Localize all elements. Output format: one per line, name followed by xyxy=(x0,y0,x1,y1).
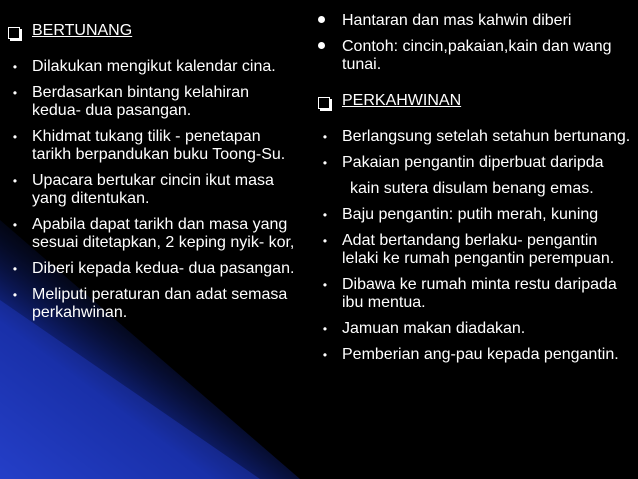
list-item: • Adat bertandang berlaku- pengantin lelaki ke rumah pengantin perempuan. xyxy=(310,232,638,268)
list-item: Contoh: cincin,pakaian,kain dan wang tunai. xyxy=(310,38,638,74)
dot-bullet-icon xyxy=(318,16,325,23)
list-item: • Dilakukan mengikut kalendar cina. xyxy=(0,58,300,76)
list-item: • Diberi kepada kedua- dua pasangan. xyxy=(0,260,300,278)
left-heading-item xyxy=(0,22,300,40)
list-item: • Pemberian ang-pau kepada pengantin. xyxy=(310,346,638,364)
list-item: • Baju pengantin: putih merah, kuning xyxy=(310,206,638,224)
bullet-icon: • xyxy=(12,60,18,74)
dot-bullet-icon xyxy=(318,42,325,49)
left-heading: BERTUNANG xyxy=(32,22,133,39)
list-item: • Apabila dapat tarikh dan masa yang sesuai ditetapkan, 2 keping nyik- kor, xyxy=(0,216,300,252)
bullet-icon: • xyxy=(322,234,328,248)
bullet-icon: • xyxy=(322,322,328,336)
right-heading-item xyxy=(310,92,638,110)
bullet-icon: • xyxy=(12,174,18,188)
list-item: • Jamuan makan diadakan. xyxy=(310,320,638,338)
list-item: kain sutera disulam benang emas. xyxy=(350,180,594,197)
right-heading: PERKAHWINAN xyxy=(342,92,462,109)
bullet-icon: • xyxy=(12,86,18,100)
list-item: • Khidmat tukang tilik - penetapan tarikh berpandukan buku Toong-Su. xyxy=(0,128,300,164)
bullet-icon: • xyxy=(12,218,18,232)
list-item: • Dibawa ke rumah minta restu daripada ibu mentua. xyxy=(310,276,638,312)
bullet-icon: • xyxy=(322,278,328,292)
bullet-icon: • xyxy=(322,348,328,362)
list-item: Hantaran dan mas kahwin diberi xyxy=(310,12,638,30)
right-column xyxy=(310,12,638,372)
bullet-icon: • xyxy=(12,288,18,302)
bullet-icon: • xyxy=(322,156,328,170)
square-bullet-icon xyxy=(318,97,330,109)
bullet-icon: • xyxy=(12,130,18,144)
list-item: • Berdasarkan bintang kelahiran kedua- dua pasangan. xyxy=(0,84,300,120)
bullet-icon: • xyxy=(12,262,18,276)
bullet-icon: • xyxy=(322,130,328,144)
list-item: • Meliputi peraturan dan adat semasa perkahwinan. xyxy=(0,286,300,322)
list-item: • Berlangsung setelah setahun bertunang. xyxy=(310,128,638,146)
left-column xyxy=(0,22,300,330)
bullet-icon: • xyxy=(322,208,328,222)
square-bullet-icon xyxy=(8,27,20,39)
list-item: • Pakaian pengantin diperbuat daripda xyxy=(310,154,638,172)
list-item: • Upacara bertukar cincin ikut masa yang ditentukan. xyxy=(0,172,300,208)
